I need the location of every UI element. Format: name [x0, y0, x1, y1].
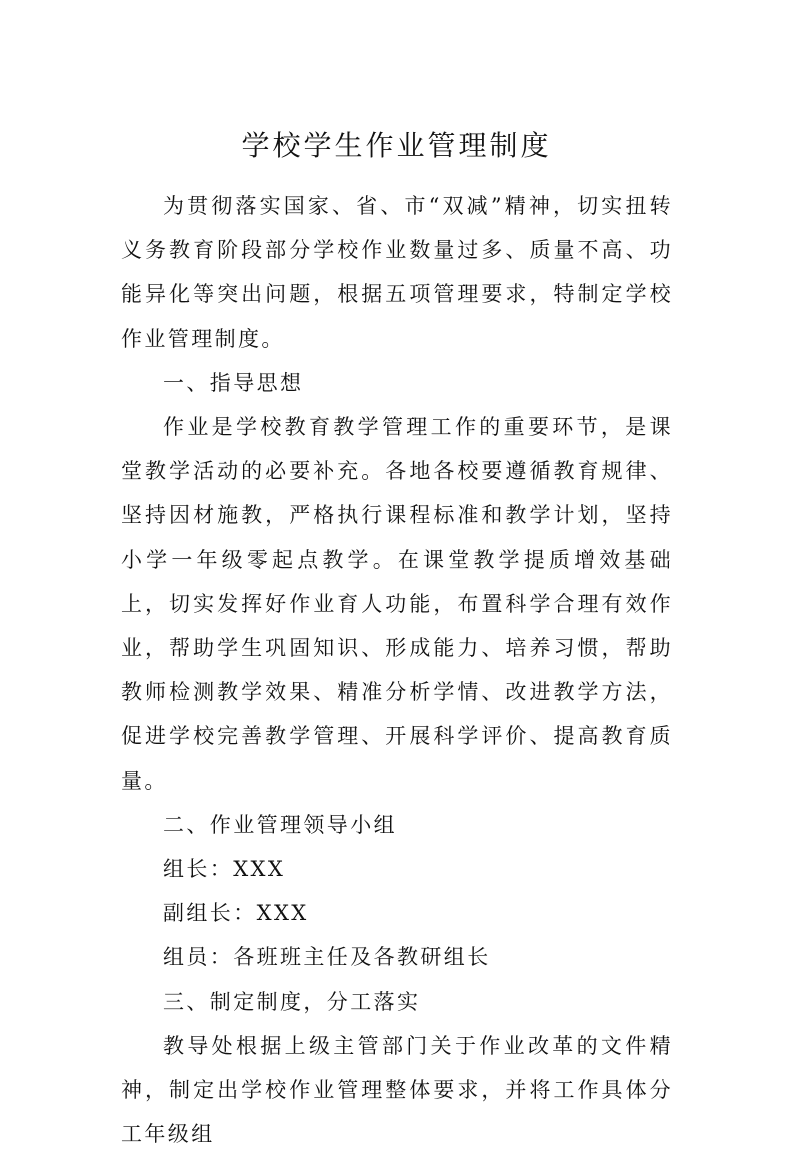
intro-paragraph: 为贯彻落实国家、省、市“双减”精神，切实扭转义务教育阶段部分学校作业数量过多、质量不高、功能异化等突出问题，根据五项管理要求，特制定学校作业管理制度。 — [121, 194, 673, 351]
section-heading-leadership-group: 二、作业管理领导小组 — [163, 812, 397, 837]
section-heading-system-division: 三、制定制度，分工落实 — [163, 989, 421, 1014]
system-division-paragraph: 教导处根据上级主管部门关于作业改革的文件精神，制定出学校作业管理整体要求，并将工作具体分工年级组 — [121, 1033, 673, 1147]
deputy-group-leader-line: 副组长：XXX — [163, 901, 309, 926]
guiding-ideology-paragraph: 作业是学校教育教学管理工作的重要环节，是课堂教学活动的必要补充。各地各校要遵循教育规律、坚持因材施教，严格执行课程标准和教学计划，坚持小学一年级零起点教学。在课堂教学提质增效基础上，切实发挥好作业育人功能，布置科学合理有效作业，帮助学生巩固知识、形成能力、培养习惯，帮助教师检测教学效果、精准分析学情、改进教学方法，促进学校完善教学管理、开展科学评价、提高教育质量。 — [121, 415, 673, 793]
group-members-line: 组员：各班班主任及各教研组长 — [163, 945, 491, 970]
document-title: 学校学生作业管理制度 — [241, 129, 552, 162]
section-heading-guiding-ideology: 一、指导思想 — [163, 370, 304, 395]
document-body — [121, 184, 673, 1156]
group-leader-line: 组长：XXX — [163, 857, 286, 882]
